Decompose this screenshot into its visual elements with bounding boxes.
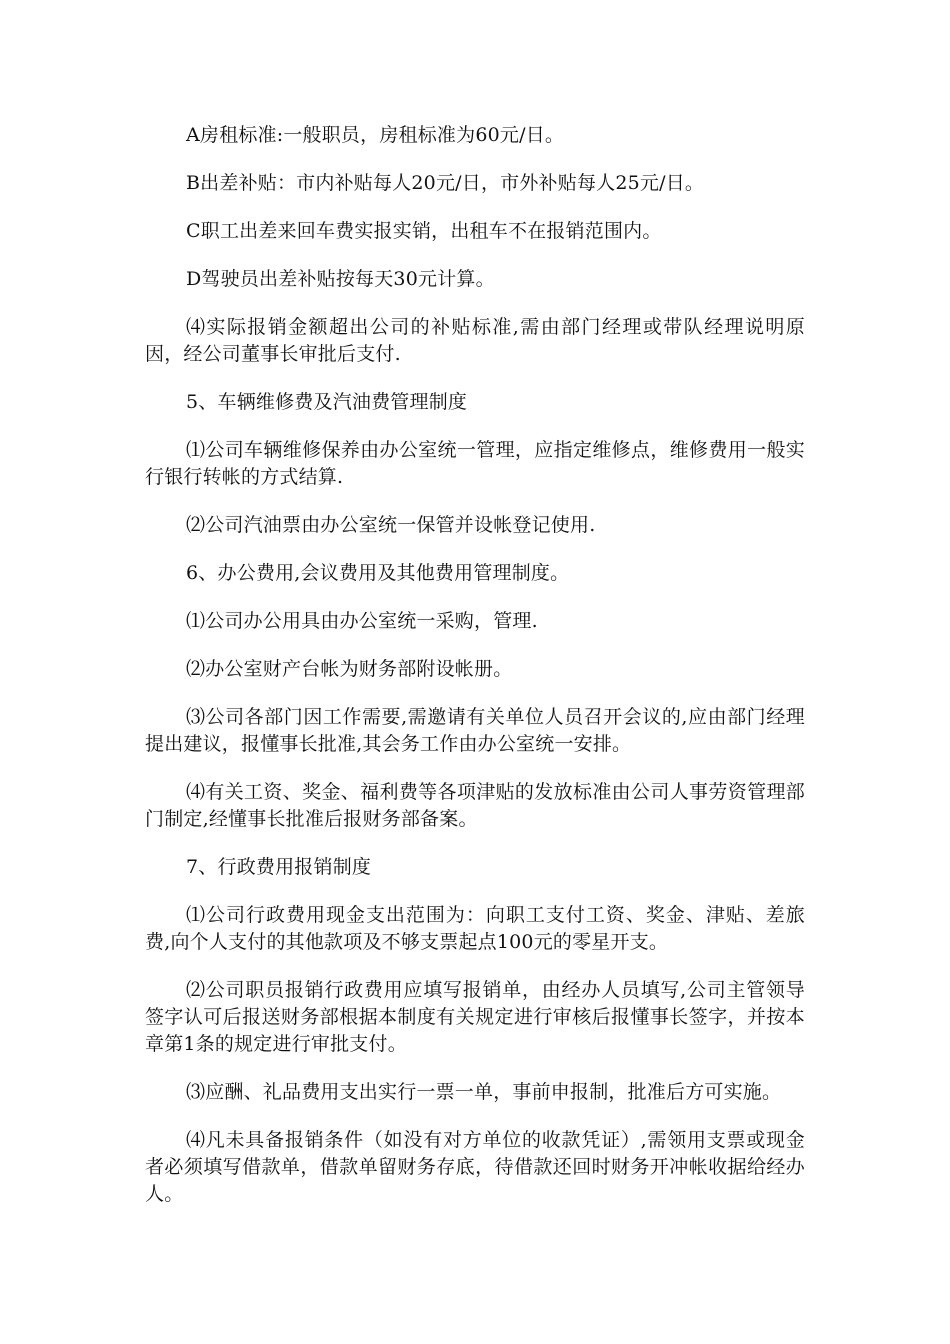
paragraph-driver-allowance: D驾驶员出差补贴按每天30元计算。 xyxy=(186,268,495,290)
paragraph-excess-reimbursement: ⑷实际报销金额超出公司的补贴标准,需由部门经理或带队经理说明原因，经公司董事长审批后支付. xyxy=(145,316,805,365)
paragraph-travel-allowance: B出差补贴：市内补贴每人20元/日，市外补贴每人25元/日。 xyxy=(186,172,705,194)
paragraph-fare-reimbursement: C职工出差来回车费实报实销，出租车不在报销范围内。 xyxy=(186,220,662,242)
paragraph-entertainment-gifts: ⑶应酬、礼品费用支出实行一票一单，事前申报制，批准后方可实施。 xyxy=(186,1081,782,1103)
section-heading-vehicle-costs: 5、车辆维修费及汽油费管理制度 xyxy=(186,391,468,413)
paragraph-meeting-arrangement: ⑶公司各部门因工作需要,需邀请有关单位人员召开会议的,应由部门经理提出建议，报懂事长批准,其会务工作由办公室统一安排。 xyxy=(145,706,805,755)
paragraph-cash-expense-scope: ⑴公司行政费用现金支出范围为：向职工支付工资、奖金、津贴、差旅费,向个人支付的其他款项及不够支票起点100元的零星开支。 xyxy=(145,904,805,953)
section-heading-office-costs: 6、办公费用,会议费用及其他费用管理制度。 xyxy=(186,562,570,584)
paragraph-office-supplies: ⑴公司办公用具由办公室统一采购，管理. xyxy=(186,610,538,632)
paragraph-property-ledger: ⑵办公室财产台帐为财务部附设帐册。 xyxy=(186,658,513,680)
paragraph-reimbursement-form: ⑵公司职员报销行政费用应填写报销单，由经办人员填写,公司主管领导签字认可后报送财务部根据本制度有关规定进行审核后报懂事长签字，并按本章第1条的规定进行审批支付。 xyxy=(145,979,805,1055)
paragraph-loan-form: ⑷凡未具备报销条件（如没有对方单位的收款凭证）,需领用支票或现金者必须填写借款单，借款单留财务存底，待借款还回时财务开冲帐收据给经办人。 xyxy=(145,1129,805,1205)
paragraph-allowance-standards: ⑷有关工资、奖金、福利费等各项津贴的发放标准由公司人事劳资管理部门制定,经懂事长批准后报财务部备案。 xyxy=(145,781,805,830)
paragraph-house-rent-standard: A房租标准:一般职员，房租标准为60元/日。 xyxy=(186,124,565,146)
paragraph-vehicle-maintenance: ⑴公司车辆维修保养由办公室统一管理，应指定维修点，维修费用一般实行银行转帐的方式结算. xyxy=(145,439,805,488)
document-body xyxy=(145,122,805,1229)
paragraph-fuel-tickets: ⑵公司汽油票由办公室统一保管并设帐登记使用. xyxy=(186,514,596,536)
section-heading-admin-reimbursement: 7、行政费用报销制度 xyxy=(186,856,372,878)
